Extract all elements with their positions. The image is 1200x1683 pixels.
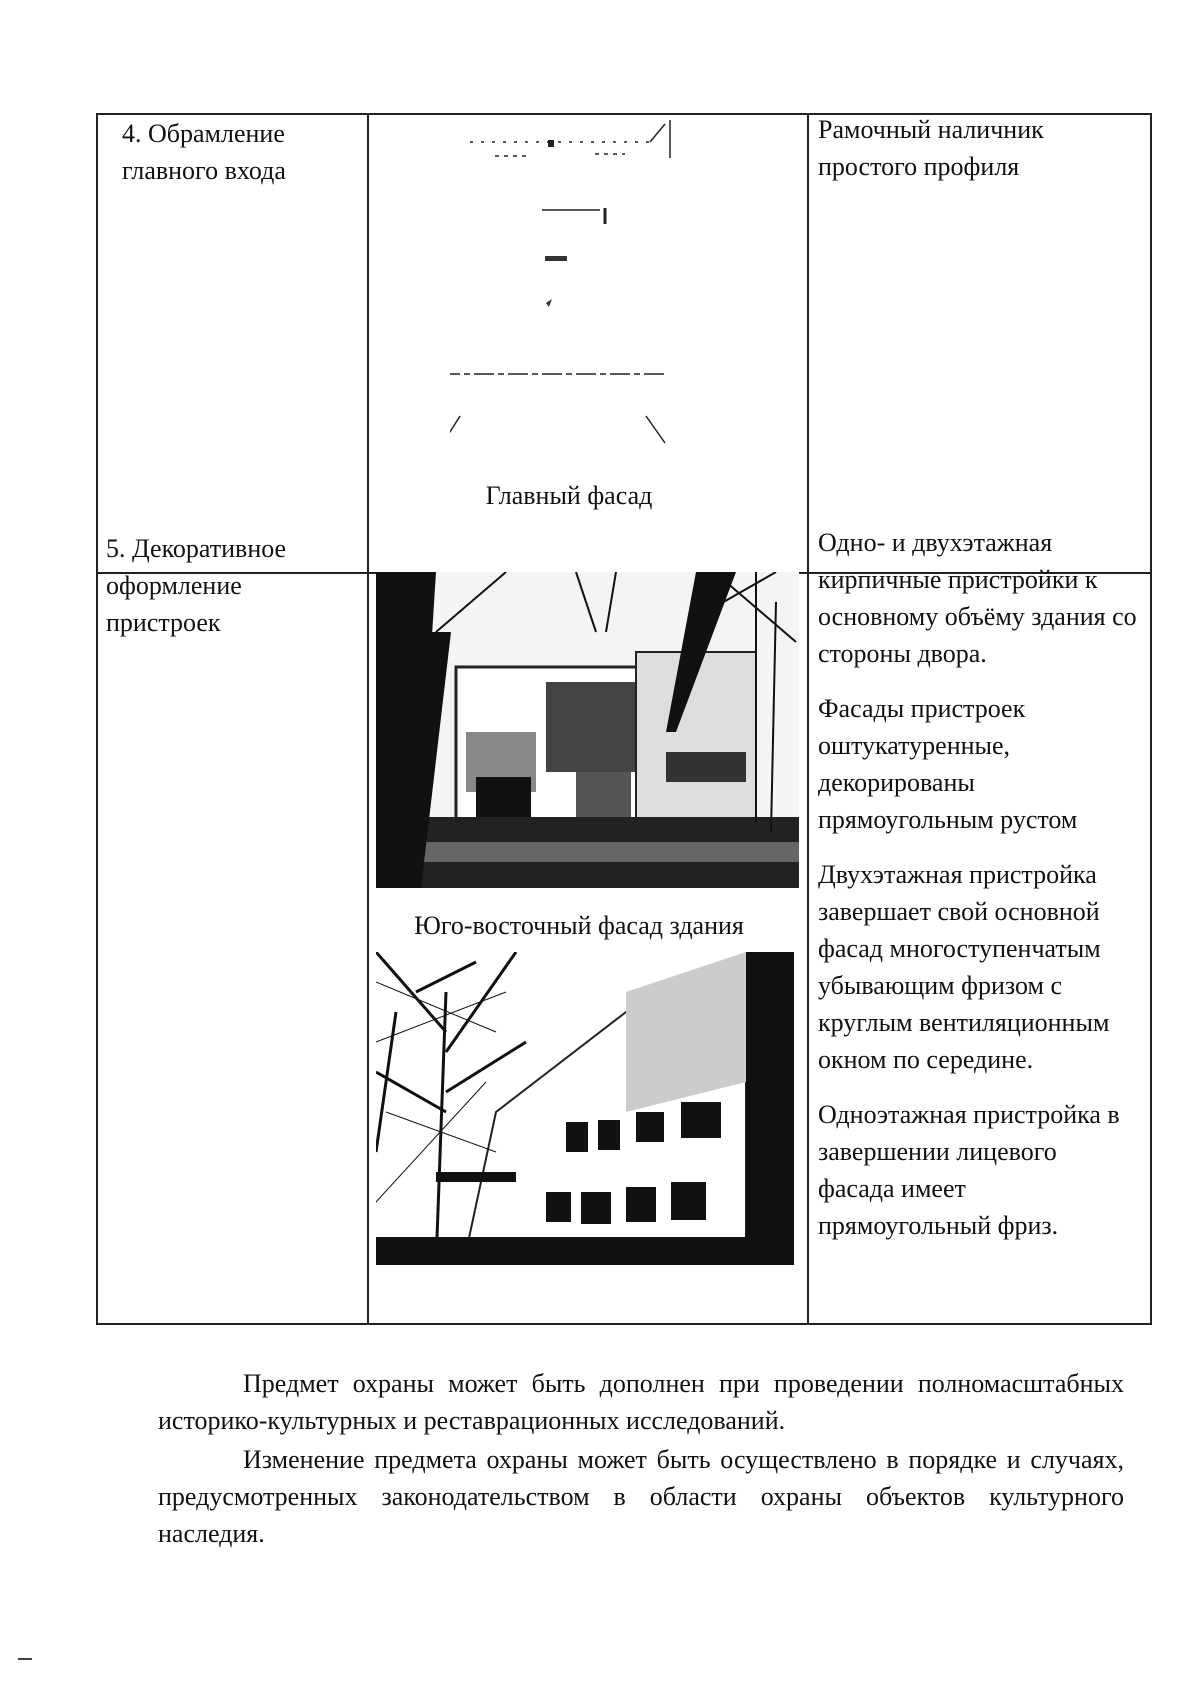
description-paragraph: Двухэтажная пристройка завершает свой основной фасад многоступенчатым убывающим фризом с круглым вентиляционным окном по середине.	[818, 860, 1110, 1074]
main-facade-sketch	[450, 118, 730, 478]
element-name: 4. Обрамление главного входа	[122, 119, 286, 185]
row-4-description	[818, 111, 1136, 203]
description-paragraph: Одно- и двухэтажная кирпичные пристройки к основному объёму здания со стороны двора.	[818, 528, 1137, 668]
main-facade-caption: Главный фасад	[485, 481, 653, 510]
body-paragraph: Изменение предмета охраны может быть осуществлено в порядке и случаях, предусмотренных законодательством в области охраны объектов культурного наследия.	[158, 1445, 1124, 1548]
body-paragraph: Предмет охраны может быть дополнен при проведении полномасштабных историко-культурных и реставрационных исследований.	[158, 1369, 1124, 1435]
description-paragraph: Рамочный наличник простого профиля	[818, 115, 1044, 181]
description-paragraph: Фасады пристроек оштукатуренные, декорированы прямоугольным рустом	[818, 694, 1078, 834]
row-4-element	[122, 115, 322, 189]
row-5-element	[106, 530, 346, 641]
southeast-facade-caption: Юго-восточный фасад здания	[414, 911, 744, 940]
description-paragraph: Одноэтажная пристройка в завершении лицевого фасада имеет прямоугольный фриз.	[818, 1100, 1120, 1240]
page-margin-mark	[18, 1658, 32, 1660]
courtyard-annex-photo	[376, 952, 794, 1265]
body-text	[158, 1365, 1124, 1552]
row-5-description	[818, 524, 1138, 1262]
southeast-facade-photo	[376, 572, 799, 888]
element-name: 5. Декоративное оформление пристроек	[106, 534, 287, 637]
